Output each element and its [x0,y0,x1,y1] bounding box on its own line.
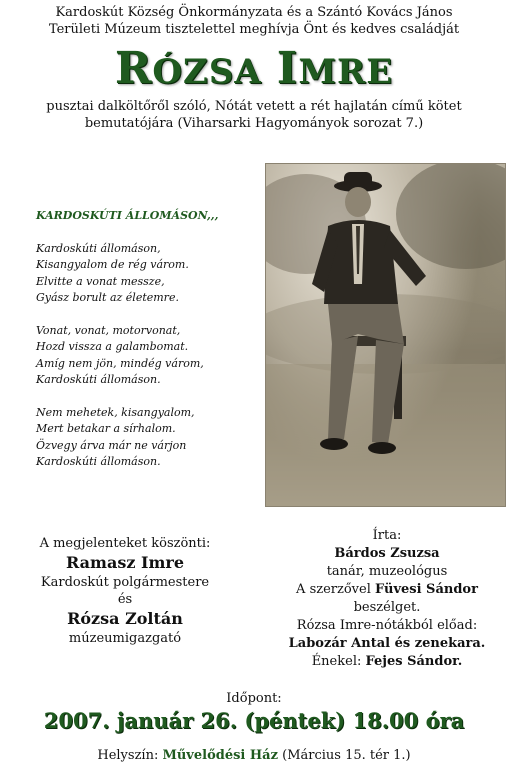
talk-line [262,581,508,599]
band-name: Labozár Antal és zenekara. [288,636,486,651]
poem-line: Kardoskúti állomáson, [36,241,161,255]
greeting-and: és [117,592,133,607]
poem-line: Kardoskúti állomáson. [36,373,161,386]
poem-line: Özvegy árva már ne várjon [36,438,187,452]
time-label: Időpont: [226,691,282,706]
talk-prefix: A szerzővel [296,582,375,597]
greeting-intro: A megjelenteket köszönti: [39,536,211,551]
title-initial-1: R [114,43,153,94]
subtitle-line-1: pusztai dalköltőről szóló, Nótát vetett a rét hajlatán című kötet [46,99,462,114]
poem-stanza [36,323,256,389]
poem-line: Elvitte a vonat messze, [36,274,165,288]
intro-line-2: Területi Múzeum tisztelettel meghívja Önt és kedves családját [48,22,460,37]
poem-stanza [36,405,256,471]
venue-label: Helyszín: [97,748,163,763]
greeting-block [0,535,250,647]
poem-title: KARDOSKÚTI ÁLLOMÁSON,,, [36,209,219,222]
invitation-intro [0,4,508,38]
sing-prefix: Énekel: [311,654,366,669]
subtitle-line-2: bemutatójára (Viharsarki Hagyományok sorozat 7.) [84,116,424,131]
poem-line: Nem mehetek, kisangyalom, [36,405,195,419]
poem-line: Gyász borult az életemre. [36,291,179,304]
perform-label: Rózsa Imre-nótákból előad: [296,618,478,633]
sing-line [262,653,508,671]
director-role: múzeumigazgató [68,631,182,646]
wrote-label: Írta: [372,528,402,543]
mayor-role: Kardoskút polgármestere [40,575,210,590]
poem-line: Vonat, vonat, motorvonat, [36,323,181,337]
title-rest-1: ÓZSA [152,52,262,92]
singer-name: Fejes Sándor. [365,654,463,669]
event-datetime: 2007. január 26. (péntek) 18.00 óra [43,708,465,733]
director-name: Rózsa Zoltán [67,609,183,628]
book-subtitle [0,98,508,132]
author-name: Bárdos Zsuzsa [334,546,440,561]
poem-line: Kisangyalom de rég várom. [36,258,189,271]
poem-line: Amíg nem jön, mindég várom, [36,356,204,370]
talk-post: beszélget. [353,600,421,615]
poem-line: Kardoskúti állomáson. [36,455,161,468]
poem-line: Mert betakar a sírhalom. [36,422,176,435]
venue-line [0,748,508,763]
intro-line-1: Kardoskút Község Önkormányzata és a Szántó Kovács János [55,5,453,20]
poem-stanza [36,241,256,307]
poem [36,208,256,487]
poem-line: Hozd vissza a galambomat. [36,340,189,353]
title-initial-2: I [276,43,299,94]
mayor-name: Ramasz Imre [65,553,184,572]
host-name: Füvesi Sándor [375,582,478,597]
author-role: tanár, muzeológus [326,564,448,579]
title-rest-2: MRE [298,52,394,92]
credits-block [262,527,508,671]
page-title [0,43,508,95]
venue-place: Művelődési Ház [162,748,278,763]
venue-address: (Március 15. tér 1.) [277,748,411,763]
portrait-figure [266,164,505,506]
portrait-photo [265,163,506,507]
